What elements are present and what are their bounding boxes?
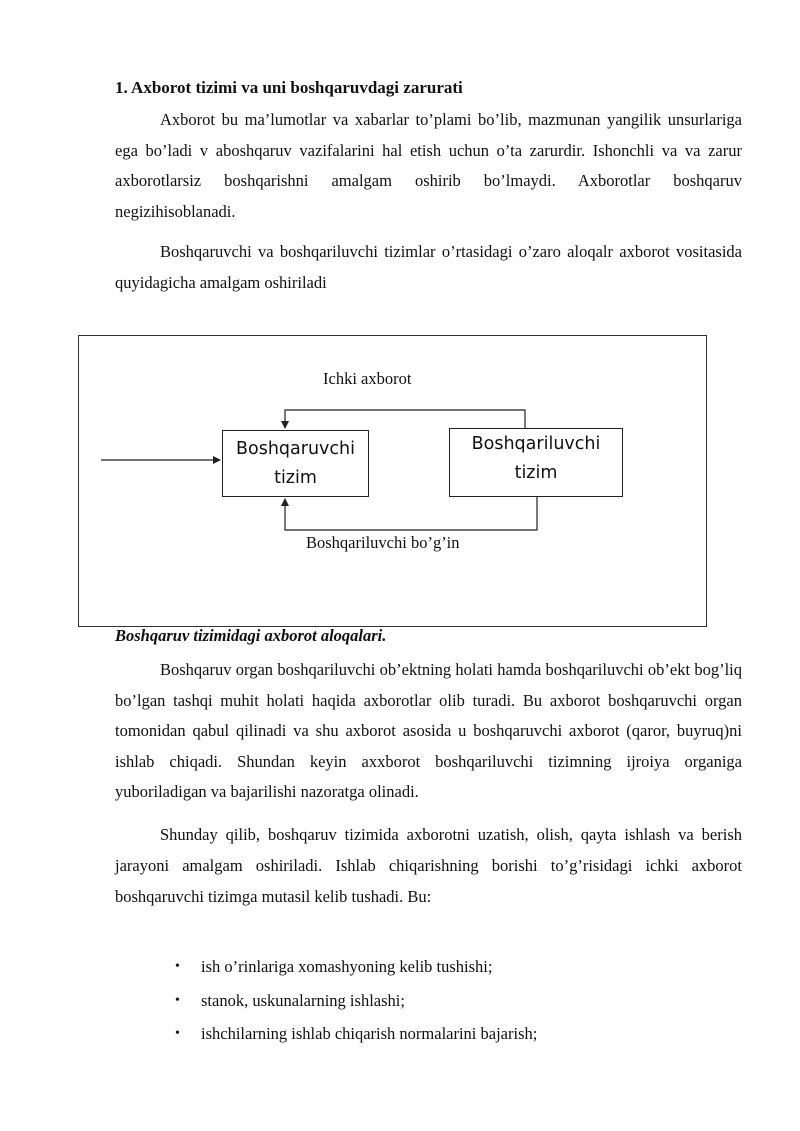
diagram-caption: Boshqaruv tizimidagi axborot aloqalari. — [115, 626, 387, 645]
list-item-text: ishchilarning ishlab chiqarish normalarini bajarish; — [201, 1024, 538, 1043]
paragraph-relations-intro: Boshqaruvchi va boshqariluvchi tizimlar o’rtasidagi o’zaro aloqalr axborot vositasida quyidagicha amalgam oshiriladi — [115, 242, 742, 292]
managed-system-label-line1: Boshqariluvchi — [471, 434, 601, 454]
managing-system-label-line1: Boshqaruvchi — [236, 439, 355, 459]
bullet-icon: • — [175, 992, 180, 1008]
managing-system-box — [222, 430, 369, 497]
managed-system-box — [449, 428, 623, 497]
bullet-icon: • — [175, 1026, 180, 1041]
bullet-icon: • — [175, 959, 180, 974]
internal-information-label: Ichki axborot — [323, 369, 412, 388]
paragraph-management-process: Boshqaruv organ boshqariluvchi ob’ektning holati hamda boshqariluvchi ob’ekt bog’liq bo’lgan tashqi muhit holati haqida axborotlar olib turadi. Bu axborot boshqaruvchi organ tomonidan qabul qilinadi va shu axborot asosida u boshqaruvchi axborot (qaror, buyruq)ni ishlab chiqadi. Shundan keyin axxborot boshqariluvchi tizimning ijroiya organiga yuboriladigan va bajarilishi nazoratga olinadi. — [115, 660, 742, 801]
list-item — [175, 984, 537, 1018]
list-item — [175, 950, 537, 984]
list-item — [175, 1017, 537, 1051]
section-heading: 1. Axborot tizimi va uni boshqaruvdagi zarurati — [115, 78, 463, 97]
list-item-text: stanok, uskunalarning ishlashi; — [201, 990, 405, 1010]
bullet-list — [175, 950, 537, 1051]
managing-system-label-line2: tizim — [274, 468, 317, 488]
managed-system-label-line2: tizim — [514, 463, 558, 483]
managed-link-label: Boshqariluvchi bo’g’in — [306, 533, 460, 552]
paragraph-definition: Axborot bu ma’lumotlar va xabarlar to’plami bo’lib, mazmunan yangilik unsurlariga ega bo’ladi v aboshqaruv vazifalarini hal etish uchun o’ta zarurdir. Ishonchli va va zarur axborotlarsiz boshqarishni amalgam oshirib bo’lmaydi. Axborotlar boshqaruv negizihisoblanadi. — [115, 110, 742, 221]
paragraph-information-flow: Shunday qilib, boshqaruv tizimida axborotni uzatish, olish, qayta ishlash va berish jarayoni amalgam oshiriladi. Ishlab chiqarishning borishi to’g’risidagi ichki axborot boshqaruvchi tizimga mutasil kelib tushadi. Bu: — [115, 825, 742, 906]
list-item-text: ish o’rinlariga xomashyoning kelib tushishi; — [201, 957, 493, 976]
